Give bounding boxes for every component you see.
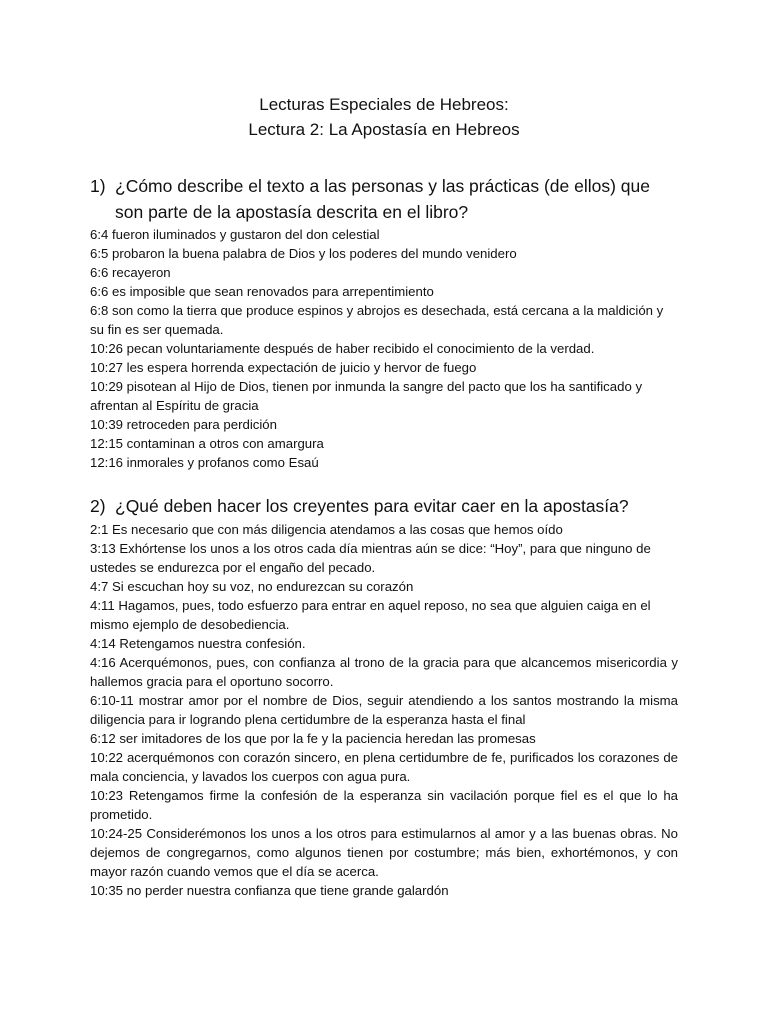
- verse-entry: 10:24-25 Considerémonos los unos a los otros para estimularnos al amor y a las buenas obras. No dejemos de congregarnos, como algunos tienen por costumbre; más bien, exhortémonos, y con mayor razón cuando vemos que el día se acerca.: [90, 825, 678, 879]
- question-text: ¿Qué deben hacer los creyentes para evitar caer en la apostasía?: [115, 496, 629, 516]
- verse-entry: 4:11 Hagamos, pues, todo esfuerzo para entrar en aquel reposo, no sea que alguien caiga en el mismo ejemplo de desobediencia.: [90, 597, 651, 632]
- verse-entry: 10:23 Retengamos firme la confesión de la esperanza sin vacilación porque fiel es el que lo ha prometido.: [90, 787, 678, 822]
- title-line-2: Lectura 2: La Apostasía en Hebreos: [248, 120, 520, 139]
- verse-entry: 6:10-11 mostrar amor por el nombre de Dios, seguir atendiendo a los santos mostrando la misma diligencia para ir logrando plena certidumbre de la esperanza hasta el final: [90, 692, 678, 727]
- verse-entry: 12:15 contaminan a otros con amargura: [90, 436, 324, 451]
- verse-entry: 6:12 ser imitadores de los que por la fe y la paciencia heredan las promesas: [90, 730, 536, 746]
- verse-entry: 10:29 pisotean al Hijo de Dios, tienen por inmunda la sangre del pacto que los ha santificado y afrentan al Espíritu de gracia: [90, 379, 643, 413]
- verse-list: [90, 225, 678, 472]
- verse-list: [90, 520, 678, 900]
- verse-entry: 3:13 Exhórtense los unos a los otros cada día mientras aún se dice: “Hoy”, para que ninguno de ustedes se endurezca por el engaño del pecado.: [90, 540, 651, 575]
- question-number: 1): [90, 176, 106, 196]
- verse-entry: 6:6 recayeron: [90, 265, 171, 280]
- verse-entry: 6:8 son como la tierra que produce espinos y abrojos es desechada, está cercana a la maldición y su fin es ser quemada.: [90, 303, 664, 337]
- question-number: 2): [90, 496, 106, 516]
- verse-entry: 6:6 es imposible que sean renovados para arrepentimiento: [90, 284, 434, 299]
- verse-entry: 4:7 Si escuchan hoy su voz, no endurezcan su corazón: [90, 578, 414, 594]
- section-2: [90, 494, 678, 900]
- question-heading: [90, 494, 678, 520]
- verse-entry: 10:39 retroceden para perdición: [90, 417, 277, 432]
- question-text: ¿Cómo describe el texto a las personas y las prácticas (de ellos) que son parte de la apostasía descrita en el libro?: [115, 176, 650, 222]
- verse-entry: 6:5 probaron la buena palabra de Dios y los poderes del mundo venidero: [90, 246, 517, 261]
- verse-entry: 10:26 pecan voluntariamente después de haber recibido el conocimiento de la verdad.: [90, 341, 595, 356]
- verse-entry: 10:27 les espera horrenda expectación de juicio y hervor de fuego: [90, 360, 477, 375]
- verse-entry: 2:1 Es necesario que con más diligencia atendamos a las cosas que hemos oído: [90, 521, 563, 537]
- verse-entry: 4:14 Retengamos nuestra confesión.: [90, 635, 306, 651]
- question-heading: [90, 174, 678, 225]
- verse-entry: 12:16 inmorales y profanos como Esaú: [90, 455, 319, 470]
- title-line-1: Lecturas Especiales de Hebreos:: [259, 95, 509, 114]
- section-1: [90, 174, 678, 472]
- verse-entry: 4:16 Acerquémonos, pues, con confianza al trono de la gracia para que alcancemos misericordia y hallemos gracia para el oportuno socorro.: [90, 654, 678, 689]
- document-title: [90, 92, 678, 142]
- verse-entry: 10:22 acerquémonos con corazón sincero, en plena certidumbre de fe, purificados los corazones de mala conciencia, y lavados los cuerpos con agua pura.: [90, 749, 678, 784]
- verse-entry: 6:4 fueron iluminados y gustaron del don celestial: [90, 227, 380, 242]
- verse-entry: 10:35 no perder nuestra confianza que tiene grande galardón: [90, 882, 449, 898]
